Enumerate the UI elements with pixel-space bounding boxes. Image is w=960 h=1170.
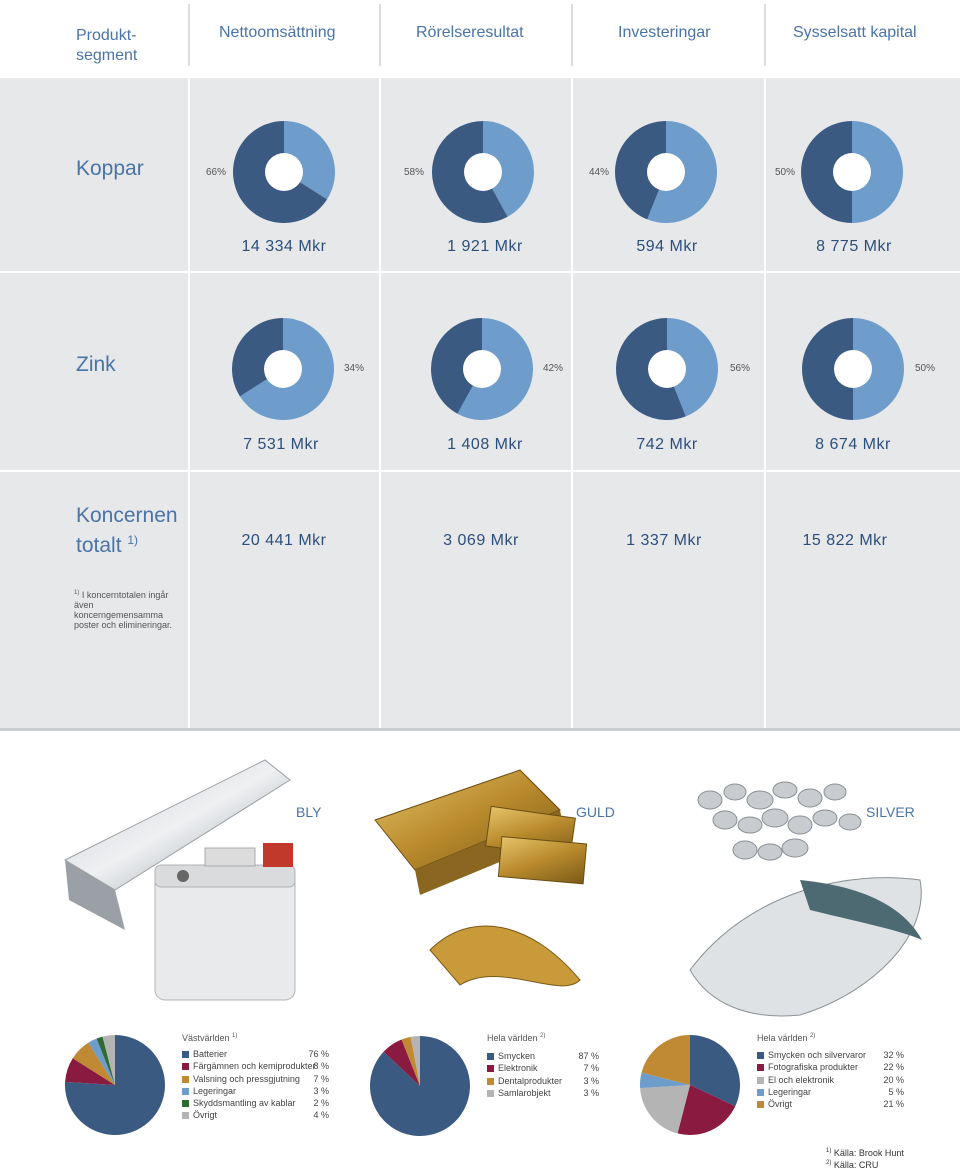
legend-item	[182, 1098, 329, 1110]
source-text: Källa: CRU	[833, 1160, 879, 1170]
pie-chart-guld	[369, 1035, 471, 1137]
donut-hole	[834, 350, 872, 388]
legend-item	[487, 1076, 599, 1088]
donut-hole	[464, 153, 502, 191]
footnote-ref: 1)	[127, 533, 139, 547]
legend-swatch	[182, 1088, 189, 1095]
legend-swatch	[487, 1065, 494, 1072]
column-divider	[571, 78, 573, 728]
pct-label: 34%	[344, 363, 365, 374]
source-ref: 2)	[826, 1160, 832, 1166]
legend-item	[487, 1088, 599, 1100]
donut-hole	[648, 350, 686, 388]
row-label-koppar: Koppar	[76, 157, 144, 180]
column-divider	[379, 78, 381, 728]
pct-label: 56%	[730, 363, 751, 374]
source-line	[826, 1158, 904, 1170]
legend-item	[757, 1050, 904, 1062]
legend-swatch	[757, 1101, 764, 1108]
legend-value: 7 %	[583, 1063, 599, 1074]
header-nettoomsattning: Nettoomsättning	[219, 24, 336, 41]
metal-label-silver: SILVER	[866, 804, 915, 820]
header-divider	[764, 4, 766, 66]
legend-value: 2 %	[313, 1098, 329, 1109]
row-divider	[0, 470, 960, 472]
table-header	[0, 0, 960, 78]
legend-value: 32 %	[883, 1050, 904, 1060]
donut-hole	[833, 153, 871, 191]
metal-label-bly: BLY	[296, 804, 322, 820]
legend-item	[757, 1075, 904, 1087]
donut-chart	[232, 120, 336, 224]
legend-item	[487, 1051, 599, 1063]
legend-item	[757, 1087, 904, 1099]
pie-title-text: Hela världen	[487, 1033, 538, 1043]
donut-chart	[615, 317, 719, 421]
donut-hole	[264, 350, 302, 388]
footnote	[74, 588, 178, 630]
legend-swatch	[182, 1112, 189, 1119]
legend-value: 3 %	[583, 1075, 599, 1086]
source-ref: 1)	[232, 1033, 238, 1039]
legend-label: El och elektronik	[768, 1074, 835, 1085]
table-bottom-rule	[0, 728, 960, 731]
pct-label: 42%	[543, 363, 564, 374]
legend-item	[182, 1074, 329, 1086]
legend-swatch	[182, 1100, 189, 1107]
legend-label: Samlarobjekt	[498, 1087, 551, 1098]
value-mkr: 14 334 Mkr	[241, 238, 327, 255]
pie-legend-guld	[487, 1051, 599, 1100]
legend-label: Övrigt	[193, 1110, 218, 1121]
legend-value: 8 %	[313, 1061, 329, 1072]
value-mkr: 3 069 Mkr	[443, 532, 519, 549]
source-ref: 2)	[810, 1033, 816, 1039]
legend-label: Dentalprodukter	[498, 1075, 563, 1086]
pie-legend-silver	[757, 1050, 904, 1111]
legend-value: 7 %	[313, 1073, 329, 1084]
legend-label: Färgämnen och kemiprodukter	[193, 1061, 316, 1072]
pie-title-text: Västvärlden	[182, 1033, 230, 1043]
silver-image	[650, 740, 950, 1030]
pie-chart-silver	[639, 1034, 741, 1136]
donut-chart	[801, 317, 905, 421]
row-label-line2: totalt	[76, 534, 122, 557]
pie-chart-bly	[64, 1034, 166, 1136]
value-mkr: 20 441 Mkr	[241, 532, 327, 549]
value-mkr: 15 822 Mkr	[802, 532, 888, 549]
pie-legend-bly	[182, 1049, 329, 1123]
legend-label: Skyddsmantling av kablar	[193, 1098, 296, 1109]
legend-label: Valsning och pressgjutning	[193, 1073, 300, 1084]
header-divider	[571, 4, 573, 66]
legend-item	[757, 1062, 904, 1074]
legend-swatch	[757, 1064, 764, 1071]
row-label-koncernen	[76, 504, 178, 558]
legend-value: 5 %	[888, 1086, 904, 1097]
legend-value: 4 %	[313, 1110, 329, 1121]
column-divider	[764, 78, 766, 728]
value-mkr: 7 531 Mkr	[243, 436, 319, 453]
legend-label: Smycken	[498, 1051, 536, 1061]
source-ref: 2)	[540, 1033, 546, 1039]
donut-chart	[231, 317, 335, 421]
legend-value: 21 %	[883, 1099, 904, 1110]
header-investeringar: Investeringar	[618, 24, 711, 41]
row-divider	[0, 271, 960, 273]
legend-item	[182, 1049, 329, 1061]
legend-item	[182, 1061, 329, 1073]
legend-item	[182, 1086, 329, 1098]
value-mkr: 742 Mkr	[636, 436, 698, 453]
pie-title-silver	[757, 1033, 815, 1043]
donut-chart	[431, 120, 535, 224]
legend-swatch	[757, 1089, 764, 1096]
value-mkr: 594 Mkr	[636, 238, 698, 255]
row-label-line1: Koncernen	[76, 504, 178, 527]
legend-item	[182, 1110, 329, 1122]
legend-label: Övrigt	[768, 1099, 793, 1110]
pct-label: 50%	[775, 167, 796, 178]
legend-swatch	[757, 1077, 764, 1084]
gold-bars-image	[370, 740, 640, 1030]
legend-label: Legeringar	[768, 1086, 812, 1097]
legend-swatch	[487, 1078, 494, 1085]
donut-chart	[430, 317, 534, 421]
legend-item	[487, 1063, 599, 1075]
donut-hole	[647, 153, 685, 191]
source-ref: 1)	[826, 1148, 832, 1154]
legend-value: 87 %	[578, 1051, 599, 1061]
legend-label: Legeringar	[193, 1085, 237, 1096]
footnote-marker: 1)	[74, 590, 80, 596]
legend-swatch	[182, 1051, 189, 1058]
legend-value: 76 %	[308, 1049, 329, 1059]
header-divider	[188, 4, 190, 66]
lead-battery-image	[55, 740, 315, 1030]
value-mkr: 1 408 Mkr	[447, 436, 523, 453]
legend-value: 3 %	[583, 1087, 599, 1098]
source-line	[826, 1146, 904, 1158]
footnote-text: I koncerntotalen ingår även koncerngemensamma poster och elimineringar.	[74, 590, 173, 630]
header-sysselsatt-kapital: Sysselsatt kapital	[793, 24, 917, 41]
donut-hole	[265, 153, 303, 191]
pie-title-guld	[487, 1033, 545, 1043]
value-mkr: 1 337 Mkr	[626, 532, 702, 549]
legend-value: 20 %	[883, 1074, 904, 1085]
header-produktsegment: Produkt- segment	[76, 27, 138, 64]
header-rorelseresultat: Rörelseresultat	[416, 24, 524, 41]
legend-label: Batterier	[193, 1049, 228, 1059]
donut-chart	[614, 120, 718, 224]
legend-swatch	[487, 1053, 494, 1060]
legend-swatch	[487, 1090, 494, 1097]
legend-swatch	[182, 1076, 189, 1083]
pie-title-text: Hela världen	[757, 1033, 808, 1043]
value-mkr: 1 921 Mkr	[447, 238, 523, 255]
value-mkr: 8 775 Mkr	[816, 238, 892, 255]
header-divider	[379, 4, 381, 66]
column-divider	[188, 78, 190, 728]
legend-swatch	[182, 1063, 189, 1070]
metal-label-guld: GULD	[576, 804, 615, 820]
pie-title-bly	[182, 1033, 237, 1043]
pct-label: 44%	[589, 167, 610, 178]
donut-chart	[800, 120, 904, 224]
legend-item	[757, 1099, 904, 1111]
legend-value: 22 %	[883, 1062, 904, 1073]
row-label-zink: Zink	[76, 353, 116, 376]
donut-hole	[463, 350, 501, 388]
legend-value: 3 %	[313, 1085, 329, 1096]
legend-swatch	[757, 1052, 764, 1059]
legend-label: Smycken och silvervaror	[768, 1050, 867, 1060]
legend-label: Elektronik	[498, 1063, 538, 1074]
legend-label: Fotografiska produkter	[768, 1062, 859, 1073]
pct-label: 66%	[206, 167, 227, 178]
pct-label: 50%	[915, 363, 936, 374]
value-mkr: 8 674 Mkr	[815, 436, 891, 453]
sources	[826, 1146, 904, 1170]
source-text: Källa: Brook Hunt	[833, 1148, 904, 1158]
pct-label: 58%	[404, 167, 425, 178]
